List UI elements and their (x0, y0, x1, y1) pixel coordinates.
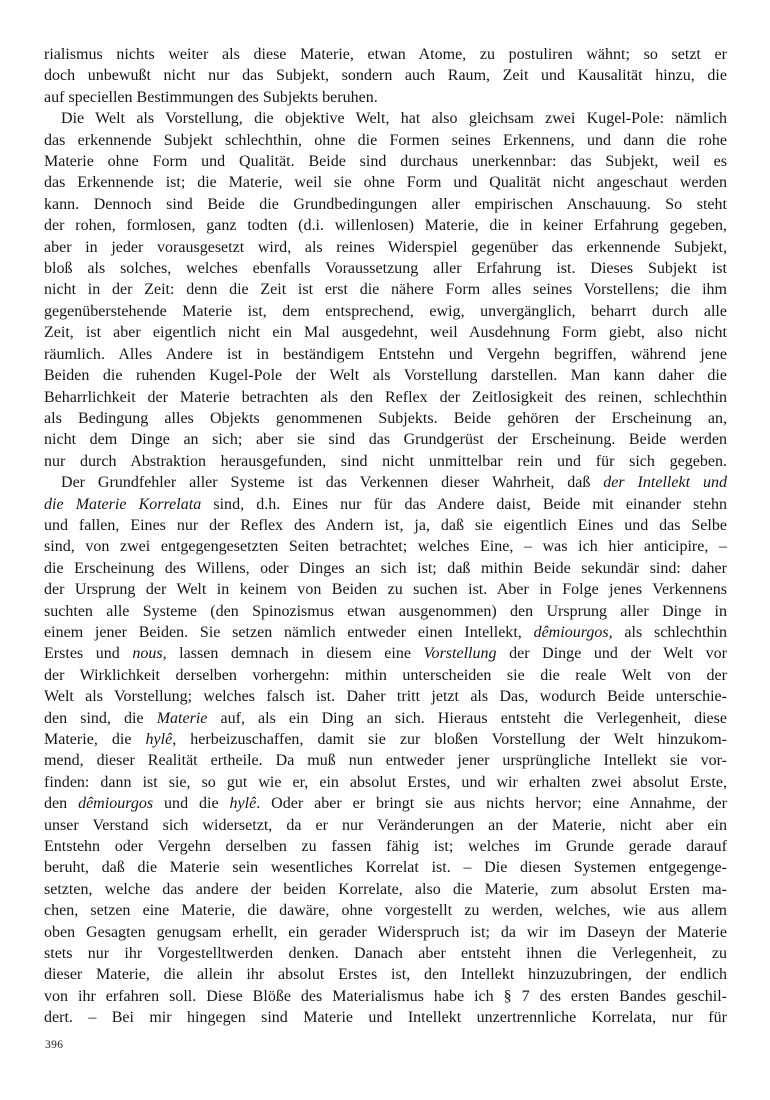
text-line: als Bedingung alles Objekts genommenen Subjekts. Beide gehören der Erscheinung an, (44, 409, 727, 427)
text-line: chen, setzen eine Materie, die dawäre, ohne vorgestellt zu werden, welches, wie aus allem (44, 902, 727, 920)
text-line: räumlich. Alles Andere ist in beständigem Entstehn und Vergehn begriffen, während jene (44, 345, 727, 363)
text-line: Welt als Vorstellung; welches falsch ist. Daher tritt jetzt als Das, wodurch Beide unterschie- (44, 688, 727, 706)
text-line: gegenüberstehende Materie ist, dem entsprechend, ewig, unvergänglich, beharrt durch alle (44, 302, 727, 320)
text-line: Der Grundfehler aller Systeme ist das Verkennen dieser Wahrheit, daß der Intellekt und (61, 474, 727, 492)
text-line: beruht, daß die Materie sein wesentliches Korrelat ist. – Die diesen Systemen entgegenge- (44, 859, 727, 877)
text-line: von ihr erfahren soll. Diese Blöße des Materialismus habe ich § 7 des ersten Bandes geschil- (44, 987, 727, 1005)
text-line: den sind, die Materie auf, als ein Ding an sich. Hieraus entsteht die Verlegenheit, diese (44, 709, 728, 727)
page-text (44, 44, 727, 1029)
text-line: finden: dann ist sie, so gut wie er, ein absolut Erstes, und wir erhalten zwei absolut Erste, (44, 773, 727, 791)
text-line: dert. – Bei mir hingegen sind Materie und Intellekt unzertrennliche Korrelata, nur für (44, 1009, 727, 1027)
text-line: die Erscheinung des Willens, oder Dinges an sich ist; daß mithin Beide sekundär sind: daher (44, 559, 727, 577)
text-line: die Materie Korrelata sind, d.h. Eines nur für das Andere daist, Beide mit einander stehn (44, 495, 728, 513)
text-line: der Ursprung der Welt in keinem von Beiden zu suchen ist. Aber in Folge jenes Verkennens (44, 581, 727, 599)
text-line: setzten, welche das andere der beiden Korrelate, also die Materie, zum absolut Ersten ma- (44, 880, 727, 898)
text-line: sind, von zwei entgegengesetzten Seiten betrachtet; welches Eine, – was ich hier anticipire, – (44, 538, 727, 556)
text-line: der rohen, formlosen, ganz todten (d.i. willenlosen) Materie, die in keiner Erfahrung gegeben, (44, 217, 727, 235)
text-line: rialismus nichts weiter als diese Materie, etwan Atome, zu postuliren wähnt; so setzt er (44, 46, 727, 63)
text-line: den dêmiourgos und die hylê. Oder aber er bringt sie aus nichts hervor; eine Annahme, der (44, 795, 727, 813)
text-line: suchten alle Systeme (den Spinozismus etwan ausgenommen) den Ursprung aller Dinge in (44, 602, 727, 620)
text-line: Entstehn oder Vergehn derselben zu fassen fähig ist; welches im Grunde gerade darauf (44, 838, 727, 856)
text-line: mend, dieser Realität ertheile. Da muß nun entweder jener ursprüngliche Intellekt sie vor- (44, 752, 727, 770)
text-line: Beiden die ruhenden Kugel-Pole der Welt als Vorstellung darstellen. Man kann daher die (44, 367, 727, 385)
text-line: unser Verstand sich widersetzt, da er nur Veränderungen an der Materie, nicht aber ein (44, 816, 727, 834)
text-line: auf speciellen Bestimmungen des Subjekts beruhen. (44, 88, 378, 106)
text-line: nicht dem Dinge an sich; aber sie sind das Grundgerüst der Erscheinung. Beide werden (44, 431, 727, 449)
text-line: einem jener Beiden. Sie setzen nämlich entweder einen Intellekt, dêmiourgos, als schlechthin (44, 623, 727, 641)
text-line: Materie, die hylê, herbeizuschaffen, damit sie zur bloßen Vorstellung der Welt hinzukom- (44, 731, 727, 748)
text-line: doch unbewußt nicht nur das Subjekt, sondern auch Raum, Zeit und Kausalität hinzu, die (44, 67, 727, 85)
text-line: nicht in der Zeit: denn die Zeit ist erst die nähere Form alles seines Vorstellens; die ihm (44, 281, 727, 299)
text-line: und fallen, Eines nur der Reflex des Andern ist, ja, daß sie eigentlich Eines und das Selbe (44, 516, 727, 534)
text-line: Materie ohne Form und Qualität. Beide sind durchaus unerkennbar: das Subjekt, weil es (44, 153, 727, 171)
page-number: 396 (45, 1039, 64, 1051)
text-line: Die Welt als Vorstellung, die objektive Welt, hat also gleichsam zwei Kugel-Pole: nämlich (61, 110, 727, 128)
text-line: Erstes und nous, lassen demnach in diesem eine Vorstellung der Dinge und der Welt vor (44, 645, 727, 663)
text-line: stets nur ihr Vorgestelltwerden denken. Danach aber entsteht ihnen die Verlegenheit, zu (44, 945, 727, 963)
paragraphs (44, 44, 727, 1029)
text-line: das Erkennende ist; die Materie, weil sie ohne Form und Qualität nicht angeschaut werden (44, 174, 727, 192)
text-line: oben Gesagten genugsam erhellt, ein gerader Widerspruch ist; da wir im Daseyn der Materie (44, 923, 727, 941)
text-line: Zeit, ist aber eigentlich nicht ein Mal ausgedehnt, weil Ausdehnung Form giebt, also nicht (44, 324, 727, 342)
text-line: der Wirklichkeit derselben vorhergehn: mithin unterscheiden sie die reale Welt von der (44, 666, 727, 684)
text-line: bloß als solches, welches ebenfalls Voraussetzung aller Erfahrung ist. Dieses Subjekt ist (44, 260, 727, 278)
text-line: nur durch Abstraktion herausgefunden, sind nicht unmittelbar rein und für sich gegeben. (44, 452, 727, 470)
text-line: dieser Materie, die allein ihr absolut Erstes ist, den Intellekt hinzuzubringen, der endlich (44, 966, 727, 984)
text-line: aber in jeder vorausgesetzt wird, als reines Widerspiel gegenüber das erkennende Subjekt, (44, 238, 727, 256)
text-line: kann. Dennoch sind Beide die Grundbedingungen aller empirischen Anschauung. So steht (44, 195, 727, 213)
text-line: das erkennende Subjekt schlechthin, ohne die Formen seines Erkennens, und dann die rohe (44, 131, 727, 149)
text-line: Beharrlichkeit der Materie betrachten als den Reflex der Zeitlosigkeit des reinen, schlechthin (44, 388, 727, 406)
